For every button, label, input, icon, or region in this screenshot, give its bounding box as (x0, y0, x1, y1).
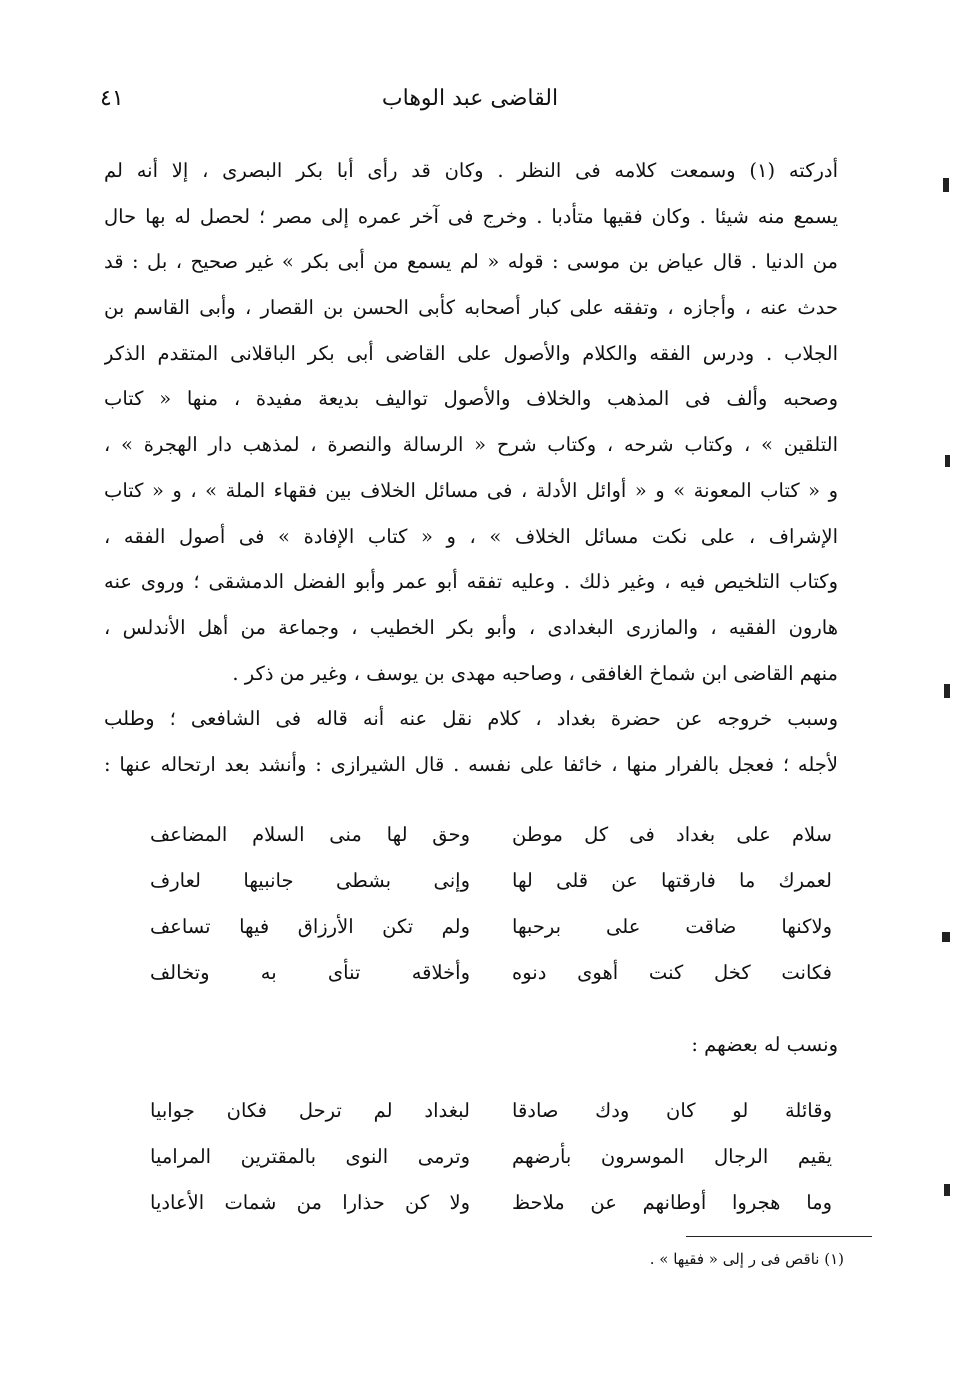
verse-first-hemistich: يقيم الرجال الموسرون بأرضهم (512, 1145, 832, 1168)
body-text (104, 148, 838, 788)
verse (150, 858, 832, 904)
verse (150, 1088, 832, 1134)
running-header (100, 84, 840, 118)
text-line: الجلاب . ودرس الفقه والكلام والأصول على القاضى أبى بكر الباقلانى المتقدم الذكر (104, 341, 838, 365)
margin-punch-mark (945, 455, 950, 467)
footnote-divider (686, 1236, 872, 1237)
verse (150, 904, 832, 950)
verse-first-hemistich: سلام على بغداد فى كل موطن (512, 823, 832, 846)
text-line: وسبب خروجه عن حضرة بغداد ، كلام نقل عنه أنه قاله فى الشافعى ؛ وطلب (104, 707, 838, 731)
text-line: لأجله ؛ فعجل بالفرار منها ، خائفا على نفسه . قال الشيرازى : وأنشد بعد ارتحاله عنها : (104, 752, 838, 776)
text-line: الإشراف ، على نكت مسائل الخلاف » ، و « كتاب الإفادة » فى أصول الفقه ، (104, 524, 838, 548)
verse-second-hemistich: ولا كن حذارا من شمات الأعاديا (150, 1191, 470, 1214)
verse-second-hemistich: وإنى بشطى جانبيها لعارف (150, 869, 470, 892)
text-line: هارون الفقيه ، والمازرى البغدادى ، وأبو بكر الخطيب ، وجماعة من أهل الأندلس ، (104, 615, 838, 639)
verse-first-hemistich: فكانت كخل كنت أهوى دنوه (512, 961, 832, 984)
footnote: (١) ناقص فى ر إلى « فقيها » . (649, 1250, 844, 1268)
text-line: يسمع منه شيئا . وكان فقيها متأدبا . وخرج فى آخر عمره إلى مصر ؛ لحصل له بها حال (104, 204, 838, 228)
text-line: و « كتاب المعونة » و « أوائل الأدلة ، فى مسائل الخلاف بين فقهاء الملة » ، و « كتاب (104, 478, 838, 502)
page-number: ٤١ (100, 86, 124, 111)
verse (150, 1134, 832, 1180)
text-line: من الدنيا . قال عياض بن موسى : قوله « لم يسمع من أبى بكر » غير صحيح ، بل : قد (104, 250, 838, 274)
header-title: القاضى عبد الوهاب (381, 86, 559, 111)
text-line: وصحبه وألف فى المذهب والخلاف والأصول تواليف بديعة مفيدة ، منها « كتاب (104, 387, 838, 411)
verse (150, 1180, 832, 1226)
verse-second-hemistich: لبغداد لم ترحل فكان جوابيا (150, 1099, 470, 1122)
verse-second-hemistich: وأخلاقه تنأى به وتخالف (150, 961, 470, 984)
text-line: حدث عنه ، وأجازه ، وتفقه على كبار أصحابه كأبى الحسن بن القصار ، وأبى القاسم بن (104, 296, 838, 320)
verse-first-hemistich: ولاكنها ضاقت على برحبها (512, 915, 832, 938)
verse-second-hemistich: وترمى النوى بالمقترين المراميا (150, 1145, 470, 1168)
margin-punch-mark (942, 932, 950, 942)
verse (150, 950, 832, 996)
verse (150, 812, 832, 858)
margin-punch-mark (944, 684, 950, 698)
verse-first-hemistich: وقائلة لو كان ودك صادقا (512, 1099, 832, 1122)
verse-first-hemistich: لعمرك ما فارقتها عن قلى لها (512, 869, 832, 892)
verse-first-hemistich: وما هجروا أوطانهم عن ملاحظ (512, 1191, 832, 1214)
margin-punch-mark (943, 178, 949, 192)
verse-second-hemistich: وحق لها منى السلام المضاعف (150, 823, 470, 846)
text-line: أدركته (١) وسمعت كلامه فى النظر . وكان قد رأى أبا بكر البصرى ، إلا أنه لم (104, 159, 838, 182)
poem-2 (150, 1088, 832, 1226)
margin-punch-mark (944, 1184, 950, 1196)
verse-second-hemistich: ولم تكن الأرزاق فيها تساعف (150, 915, 470, 938)
poem-1 (150, 812, 832, 996)
text-line: وكتاب التلخيص فيه ، وغير ذلك . وعليه تفقه أبو عمر وأبو الفضل الدمشقى ؛ وروى عنه (104, 570, 838, 594)
text-line: منهم القاضى ابن شماخ الغافقى ، وصاحبه مهدى بن يوسف ، وغير من ذكر . (232, 661, 838, 685)
text-line: التلقين » ، وكتاب شرحه ، وكتاب شرح « الرسالة والنصرة ، لمذهب دار الهجرة » ، (104, 433, 838, 457)
poem-attribution: ونسب له بعضهم : (691, 1033, 838, 1056)
